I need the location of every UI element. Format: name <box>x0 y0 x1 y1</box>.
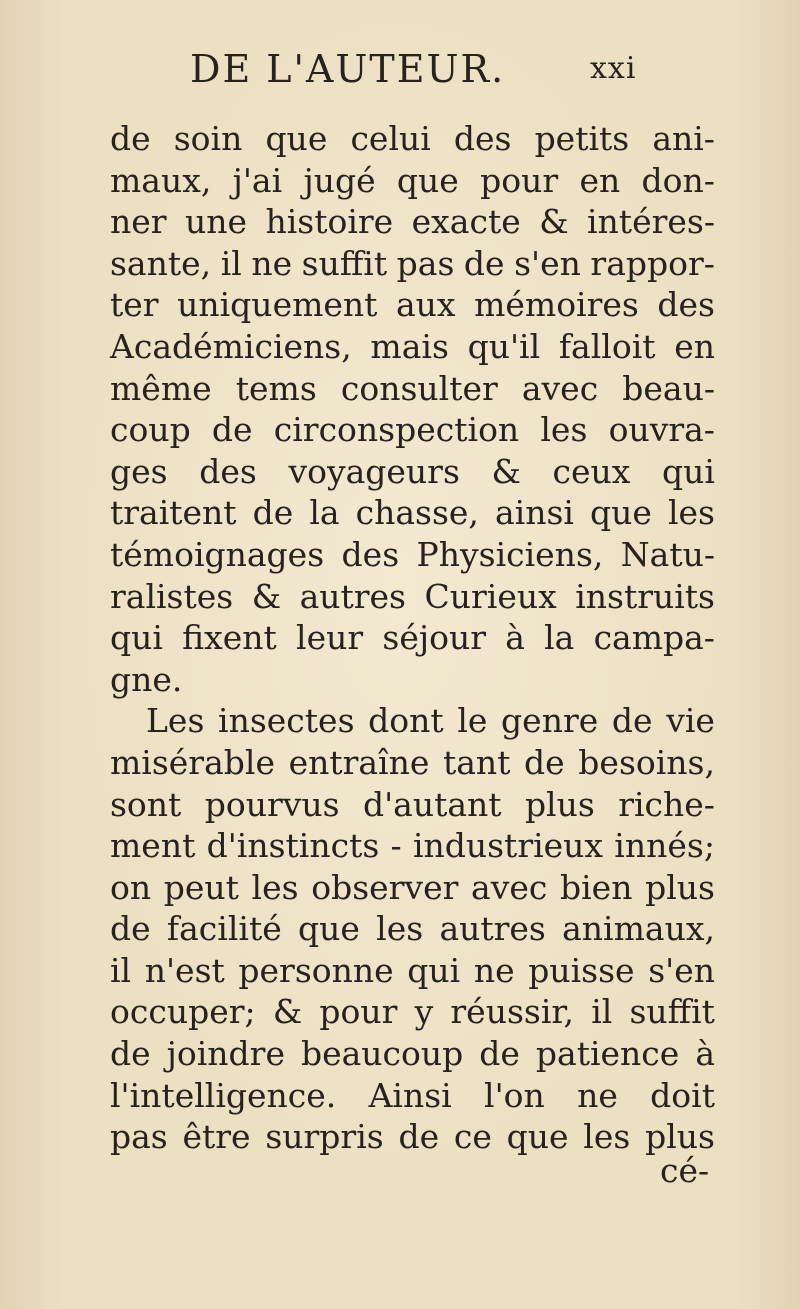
word: de <box>479 1034 520 1074</box>
word: autres <box>439 909 546 949</box>
word: la <box>309 493 340 533</box>
word: même <box>110 368 212 408</box>
word: & <box>251 576 282 616</box>
word: de <box>463 243 505 283</box>
word: y <box>414 992 434 1032</box>
word: Physiciens, <box>416 534 604 574</box>
word: gne. <box>110 659 183 699</box>
word: intéres- <box>587 202 715 242</box>
word: qu'il <box>467 326 541 366</box>
word: il <box>220 243 242 283</box>
word: pas <box>396 243 455 283</box>
word: qui <box>110 618 163 658</box>
word: petits <box>534 119 630 158</box>
word: de <box>211 410 253 450</box>
word: insectes <box>218 701 355 741</box>
word: autres <box>299 576 406 616</box>
word: soin <box>173 119 243 158</box>
word: misérable <box>110 742 275 782</box>
text-line <box>110 118 715 160</box>
word: avec <box>471 867 548 907</box>
word: ouvra- <box>608 410 715 450</box>
word: facilité <box>166 909 282 949</box>
text-line <box>110 784 715 826</box>
word: uniquement <box>177 285 378 325</box>
word: que <box>590 493 652 533</box>
word: observer <box>311 867 459 907</box>
word: des <box>199 451 257 491</box>
text-line <box>110 617 715 659</box>
word: de <box>524 742 565 782</box>
word: chasse, <box>355 493 479 533</box>
word: jugé <box>303 160 376 200</box>
word: falloit <box>558 326 656 366</box>
word: témoignages <box>110 534 325 574</box>
word: & <box>539 202 569 242</box>
word: de <box>252 493 294 533</box>
text-line <box>110 1075 715 1117</box>
word: circonspection <box>273 410 520 450</box>
word: plus <box>645 1117 715 1157</box>
text-line <box>110 492 715 534</box>
word: pour <box>480 160 559 200</box>
body-text <box>110 118 715 1158</box>
word: beau- <box>622 368 715 408</box>
text-line <box>110 1116 715 1158</box>
word: traitent <box>110 493 237 533</box>
text-line <box>110 659 715 701</box>
word: des <box>453 119 512 158</box>
word: fixent <box>182 618 277 658</box>
word: réussir, <box>450 992 575 1032</box>
word: ter <box>110 285 159 325</box>
word: il <box>110 950 132 990</box>
word: d'instincts <box>206 826 380 866</box>
text-line <box>110 908 715 950</box>
word: j'ai <box>232 160 283 200</box>
word: vie <box>666 701 715 741</box>
word: les <box>583 1117 631 1157</box>
word: Les <box>146 701 205 741</box>
text-line <box>110 700 715 742</box>
word: coup <box>110 410 191 450</box>
page-number: xxi <box>590 51 637 86</box>
word: don- <box>641 160 715 200</box>
word: de <box>110 1034 151 1074</box>
word: besoins, <box>578 742 715 782</box>
word: ner <box>110 202 167 242</box>
word: l'intelligence. <box>110 1075 337 1115</box>
word: on <box>110 867 152 907</box>
text-line <box>110 326 715 368</box>
word: avec <box>521 368 599 408</box>
word: sont <box>110 784 182 824</box>
text-line <box>110 991 715 1033</box>
word: une <box>185 202 248 242</box>
word: Natu- <box>620 534 715 574</box>
word: les <box>667 493 715 533</box>
word: ne <box>251 243 293 283</box>
word: tems <box>235 368 317 408</box>
text-line <box>110 825 715 867</box>
word: de <box>398 1117 440 1157</box>
word: industrieux <box>412 826 604 866</box>
word: histoire <box>265 202 394 242</box>
word: les <box>376 909 424 949</box>
text-line <box>110 160 715 202</box>
catchword: cé- <box>660 1151 710 1190</box>
word: Curieux <box>424 576 557 616</box>
word: qui <box>407 950 461 990</box>
word: beaucoup <box>300 1034 464 1074</box>
word: ment <box>110 826 196 866</box>
word: campa- <box>593 618 715 658</box>
text-line <box>110 950 715 992</box>
word: Académiciens, <box>110 326 352 366</box>
word: instruits <box>575 576 715 616</box>
word: qui <box>662 451 715 491</box>
word: personne <box>238 950 394 990</box>
word: ne <box>577 1075 618 1115</box>
word: suffit <box>629 992 715 1032</box>
word: ges <box>110 451 168 491</box>
word: en <box>579 160 621 200</box>
word: puisse <box>528 950 635 990</box>
word: & <box>491 451 521 491</box>
text-line <box>110 368 715 410</box>
word: genre <box>501 701 599 741</box>
word: plus <box>645 867 715 907</box>
word: surpris <box>265 1117 384 1157</box>
word: mais <box>370 326 449 366</box>
text-line <box>110 284 715 326</box>
word: joindre <box>166 1034 285 1074</box>
word: la <box>544 618 575 658</box>
word: sante, <box>110 243 212 283</box>
word: entraîne <box>288 742 430 782</box>
word: voyageurs <box>288 451 460 491</box>
word: ce <box>453 1117 492 1157</box>
word: riche- <box>618 784 715 824</box>
text-line <box>110 576 715 618</box>
word: mémoires <box>474 285 639 325</box>
word: que <box>265 119 328 158</box>
running-head <box>190 44 690 94</box>
text-line <box>110 243 715 285</box>
word: leur <box>296 618 364 658</box>
word: tant <box>443 742 511 782</box>
word: n'est <box>144 950 225 990</box>
word: ralistes <box>110 576 234 616</box>
word: que <box>506 1117 569 1157</box>
text-line <box>110 451 715 493</box>
text-line <box>110 867 715 909</box>
word: suffit <box>301 243 388 283</box>
text-line <box>110 409 715 451</box>
word: d'autant <box>362 784 502 824</box>
word: les <box>251 867 299 907</box>
word: s'en <box>648 950 715 990</box>
word: l'on <box>484 1075 545 1115</box>
running-head-title: DE L'AUTEUR. <box>190 47 506 91</box>
word: ne <box>473 950 515 990</box>
word: animaux, <box>562 909 715 949</box>
word: consulter <box>340 368 498 408</box>
word: & <box>272 992 303 1032</box>
word: plus <box>524 784 595 824</box>
word: séjour <box>382 618 486 658</box>
word: doit <box>650 1075 715 1115</box>
word: patience <box>535 1034 680 1074</box>
word: bien <box>559 867 633 907</box>
word: à <box>695 1034 715 1074</box>
word: ainsi <box>494 493 574 533</box>
word: exacte <box>411 202 521 242</box>
word: - <box>390 826 402 866</box>
word: ceux <box>552 451 631 491</box>
word: rappor- <box>590 243 715 283</box>
word: innés; <box>614 826 715 866</box>
word: dont <box>368 701 444 741</box>
word: pas <box>110 1117 168 1157</box>
word: maux, <box>110 160 212 200</box>
word: des <box>341 534 400 574</box>
word: celui <box>350 119 431 158</box>
word: pour <box>319 992 398 1032</box>
word: peut <box>163 867 239 907</box>
word: occuper; <box>110 992 256 1032</box>
word: Ainsi <box>368 1075 452 1115</box>
word: en <box>674 326 715 366</box>
word: pourvus <box>204 784 340 824</box>
word: que <box>297 909 360 949</box>
word: s'en <box>514 243 581 283</box>
word: aux <box>395 285 456 325</box>
text-line <box>110 534 715 576</box>
word: il <box>591 992 613 1032</box>
word: être <box>182 1117 251 1157</box>
word: des <box>657 285 715 325</box>
word: que <box>396 160 459 200</box>
word: de <box>611 701 653 741</box>
word: de <box>110 119 151 158</box>
text-line <box>110 742 715 784</box>
word: à <box>505 618 525 658</box>
text-line <box>110 201 715 243</box>
word: le <box>457 701 488 741</box>
word: les <box>540 410 588 450</box>
text-line <box>110 1033 715 1075</box>
word: de <box>110 909 151 949</box>
word: ani- <box>652 119 715 158</box>
